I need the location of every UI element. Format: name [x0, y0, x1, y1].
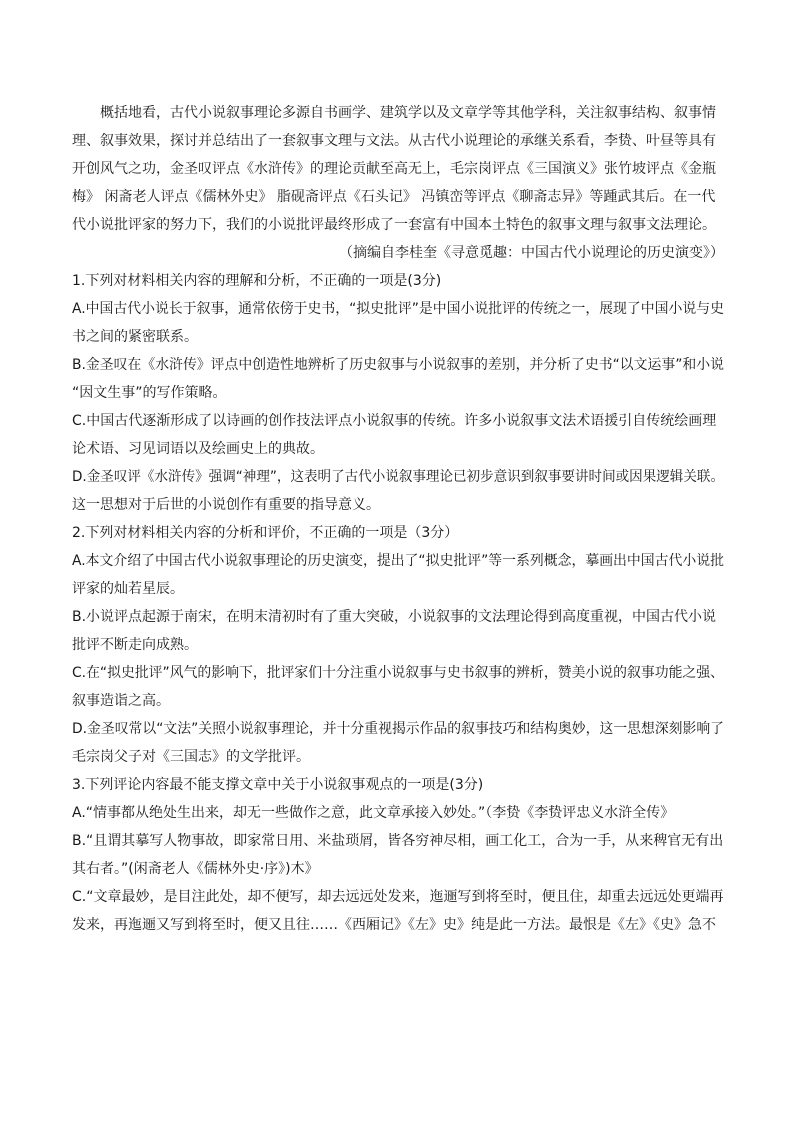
option-line: B.金圣叹在《水浒传》评点中创造性地辨析了历史叙事与小说叙事的差别，并分析了史书“以文运事”和小说	[72, 357, 724, 373]
option-line: 论术语、习见词语以及绘画史上的典故。	[72, 441, 324, 457]
option-line: A.“情事都从绝处生出来，却无一些做作之意，此文章承接入妙处。”（李贽《李贽评忠义水浒全传》	[72, 805, 675, 821]
passage-line: 开创风气之功，金圣叹评点《水浒传》的理论贡献至高无上，毛宗岗评点《三国演义》张竹坡评点《金瓶	[72, 161, 716, 177]
option-line: 评家的灿若星辰。	[72, 581, 184, 597]
option-line: 批评不断走向成熟。	[72, 637, 198, 653]
option-line: D.金圣叹评《水浒传》强调“神理”，这表明了古代小说叙事理论已初步意识到叙事要讲时间或因果逻辑关联。	[72, 469, 724, 485]
passage-line: 代小说批评家的努力下，我们的小说批评最终形成了一套富有中国本土特色的叙事文理与叙事文法理论。	[72, 217, 716, 233]
option-line: B.“且谓其摹写人物事故，即家常日用、米盐琐屑，皆各穷神尽相，画工化工，合为一手，从来稗官无有出	[72, 833, 724, 849]
option-line: 毛宗岗父子对《三国志》的文学批评。	[72, 749, 310, 765]
option-line: C.中国古代逐渐形成了以诗画的创作技法评点小说叙事的传统。许多小说叙事文法术语援引自传统绘画理	[72, 413, 717, 429]
document-page	[72, 99, 724, 939]
question-stem: 3.下列评论内容最不能支撑文章中关于小说叙事观点的一项是(3分)	[72, 777, 484, 793]
passage-line: 概括地看，古代小说叙事理论多源自书画学、建筑学以及文章学等其他学科，关注叙事结构、叙事情	[100, 105, 716, 121]
passage-line: 梅》 闲斋老人评点《儒林外史》 脂砚斋评点《石头记》 冯镇峦等评点《聊斋志异》等踵武其后。在一代	[72, 189, 716, 205]
option-line: C.在“拟史批评”风气的影响下，批评家们十分注重小说叙事与史书叙事的辨析，赞美小说的叙事功能之强、	[72, 665, 724, 681]
option-line: 书之间的紧密联系。	[72, 329, 198, 345]
option-line: A.本文介绍了中国古代小说叙事理论的历史演变，提出了“拟史批评”等一系列概念，摹画出中国古代小说批	[72, 553, 724, 569]
option-line: “因文生事”的写作策略。	[72, 385, 227, 401]
option-line: 叙事造诣之高。	[72, 693, 170, 709]
option-line: D.金圣叹常以“文法”关照小说叙事理论，并十分重视揭示作品的叙事技巧和结构奥妙，这一思想深刻影响了	[72, 721, 724, 737]
option-line: 发来，再迤逦又写到将至时，便又且往……《西厢记》《左》史》纯是此一方法。最恨是《左》《史》急不	[72, 917, 716, 933]
option-line: 其右者。”(闲斋老人《儒林外史·序》)木》	[72, 861, 319, 877]
question-stem: 2.下列对材料相关内容的分析和评价，不正确的一项是（3分）	[72, 525, 459, 541]
option-line: C.“文章最妙，是目注此处，却不便写，却去远远处发来，迤逦写到将至时，便且住，却重去远远处更端再	[72, 889, 724, 905]
passage-line: 理、叙事效果，探讨并总结出了一套叙事文理与文法。从古代小说理论的承继关系看，李贽、叶昼等具有	[72, 133, 716, 149]
option-line: A.中国古代小说长于叙事，通常依傍于史书，“拟史批评”是中国小说批评的传统之一，展现了中国小说与史	[72, 301, 724, 317]
option-line: 这一思想对于后世的小说创作有重要的指导意义。	[72, 497, 380, 513]
option-line: B.小说评点起源于南宋，在明末清初时有了重大突破，小说叙事的文法理论得到高度重视，中国古代小说	[72, 609, 717, 625]
question-stem: 1.下列对材料相关内容的理解和分析，不正确的一项是(3分)	[72, 273, 442, 289]
passage-source: （摘编自李桂奎《寻意觅趣：中国古代小说理论的历史演变》）	[339, 245, 724, 261]
